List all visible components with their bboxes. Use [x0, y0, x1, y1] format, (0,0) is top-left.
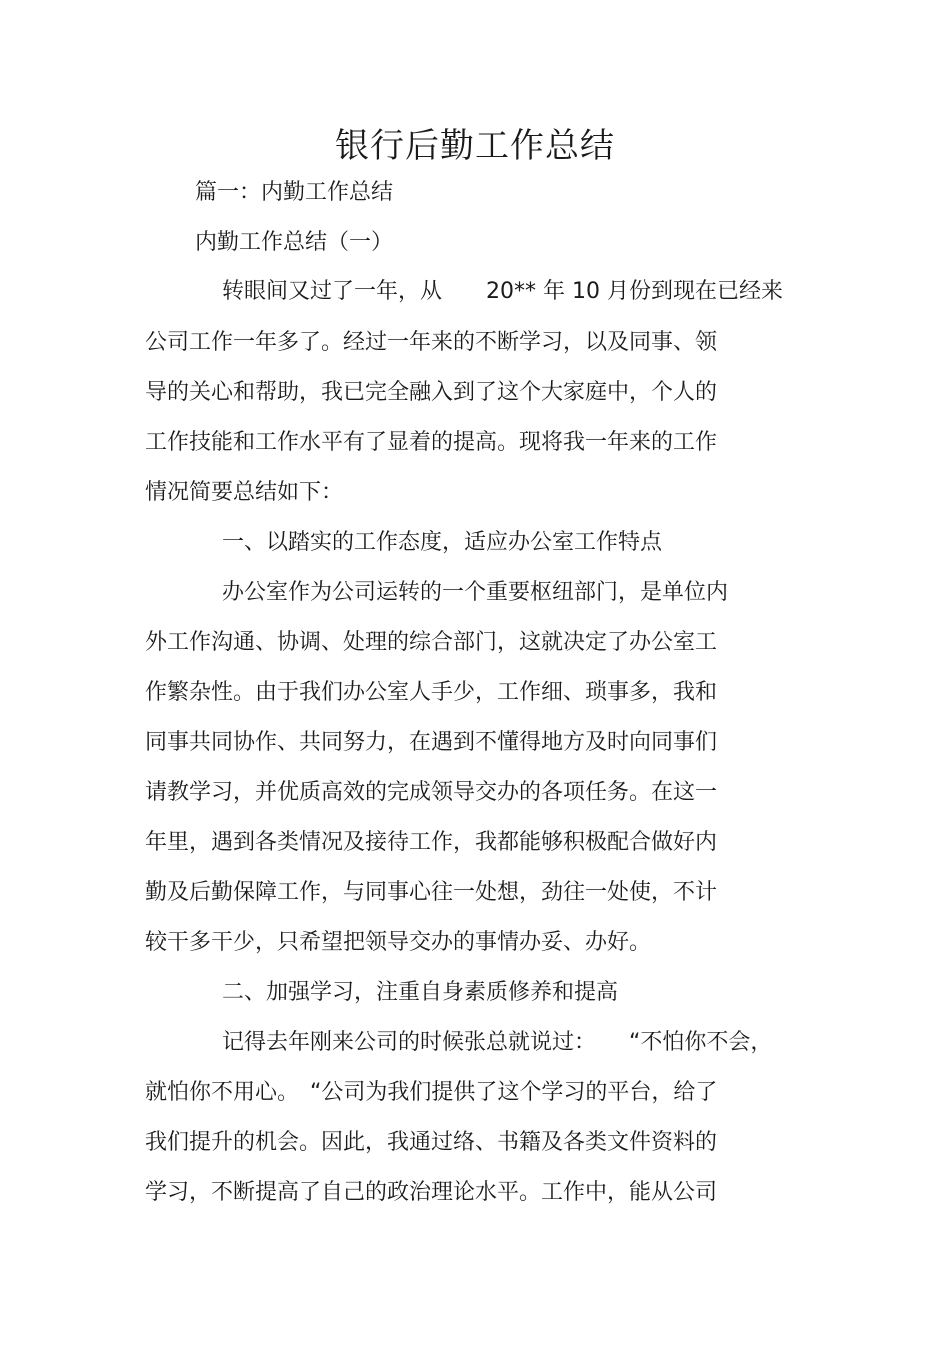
point-heading: 二、加强学习，注重自身素质修养和提高	[222, 980, 619, 1005]
paragraph-line: 导的关心和帮助，我已完全融入到了这个大家庭中，个人的	[145, 380, 718, 405]
paragraph-line: 公司工作一年多了。经过一年来的不断学习，以及同事、领	[145, 330, 718, 355]
point-heading: 一、以踏实的工作态度，适应办公室工作特点	[222, 530, 663, 555]
paragraph-line: 情况简要总结如下：	[145, 480, 344, 505]
paragraph-line: 同事共同协作、共同努力，在遇到不懂得地方及时向同事们	[145, 730, 718, 755]
paragraph-line: 较干多干少，只希望把领导交办的事情办妥、办好。	[145, 930, 652, 955]
paragraph-line: 转眼间又过了一年，从 20** 年 10 月份到现在已经来	[222, 279, 783, 304]
section-heading: 篇一：内勤工作总结	[195, 180, 394, 205]
subsection-heading: 内勤工作总结（一）	[195, 230, 394, 255]
paragraph-line: 工作技能和工作水平有了显着的提高。现将我一年来的工作	[145, 430, 718, 455]
paragraph-line: 记得去年刚来公司的时候张总就说过： “不怕你不会，	[222, 1030, 773, 1055]
paragraph-line: 我们提升的机会。因此，我通过络、书籍及各类文件资料的	[145, 1130, 718, 1155]
paragraph-line: 作繁杂性。由于我们办公室人手少，工作细、琐事多，我和	[145, 680, 718, 705]
paragraph-line: 办公室作为公司运转的一个重要枢纽部门，是单位内	[222, 580, 729, 605]
paragraph-line: 请教学习，并优质高效的完成领导交办的各项任务。在这一	[145, 780, 718, 805]
paragraph-line: 学习，不断提高了自己的政治理论水平。工作中，能从公司	[145, 1180, 718, 1205]
paragraph-line: 勤及后勤保障工作，与同事心往一处想，劲往一处使，不计	[145, 880, 718, 905]
document-title: 银行后勤工作总结	[335, 126, 615, 166]
paragraph-line: 外工作沟通、协调、处理的综合部门，这就决定了办公室工	[145, 630, 718, 655]
paragraph-line: 年里，遇到各类情况及接待工作，我都能够积极配合做好内	[145, 830, 718, 855]
paragraph-line: 就怕你不用心。 “公司为我们提供了这个学习的平台，给了	[145, 1080, 718, 1105]
